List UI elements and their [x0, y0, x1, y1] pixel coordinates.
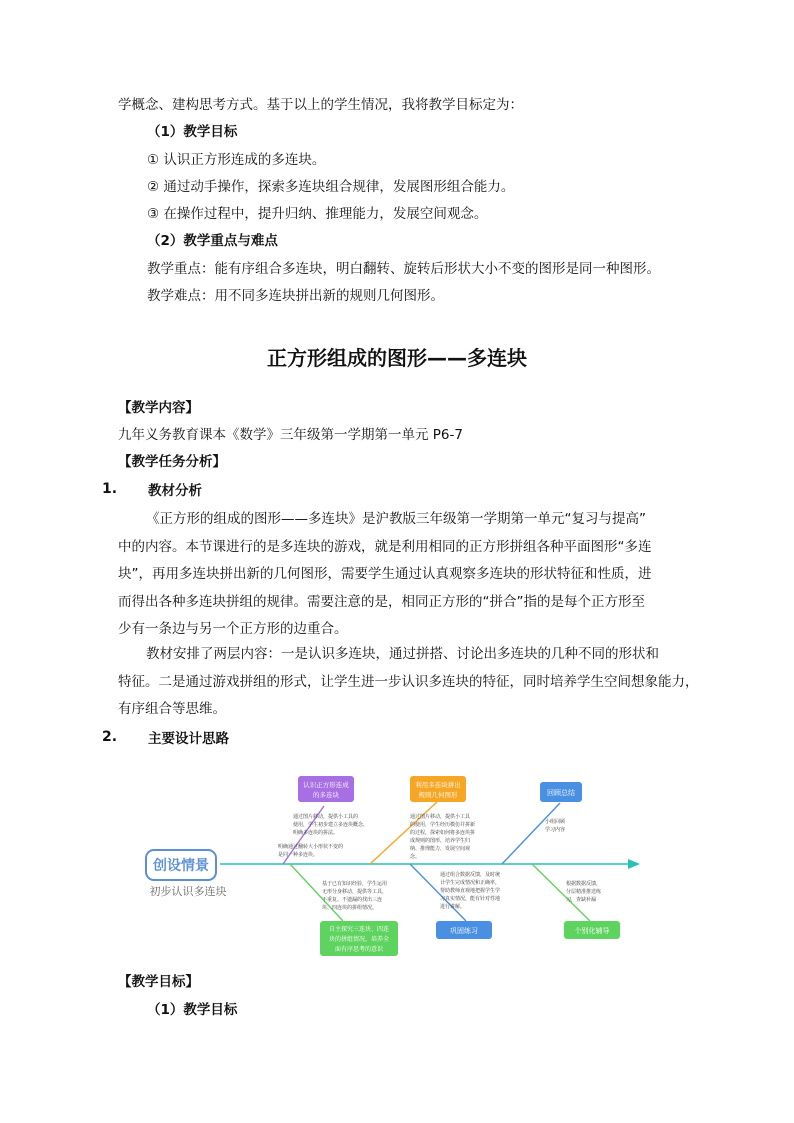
svg-text:计学生完成情况和正确率，: 计学生完成情况和正确率，: [440, 880, 501, 886]
svg-text:使用，学生初步建立多连块概念，: 使用，学生初步建立多连块概念，: [293, 822, 369, 828]
svg-text:分层精准推送练: 分层精准推送练: [566, 889, 602, 895]
svg-text:的使用，学生经历模仿并拼新: 的使用，学生经历模仿并拼新: [410, 822, 476, 828]
spine-arrow-icon: [628, 859, 640, 869]
para1-line: 少有一条边与另一个正方形的边重合。: [118, 621, 348, 637]
goal-2: ② 通过动手操作，探索多连块组合规律，发展图形组合能力。: [147, 179, 515, 195]
svg-text:学习内容: 学习内容: [545, 827, 566, 833]
para1-line: 块”，再用多连块拼出新的几何图形，需要学生通过认真观察多连块的形状特征和性质，进: [118, 566, 652, 582]
para1-line: 而得出各种多连块拼组的规律。需要注意的是，相同正方形的“拼合”指的是每个正方形至: [118, 593, 645, 610]
difficulty: 教学难点：用不同多连块拼出新的规则几何图形。: [147, 288, 444, 304]
svg-text:习，查缺补漏: 习，查缺补漏: [566, 897, 597, 903]
svg-text:明确通过翻转大小形状不变的: 明确通过翻转大小形状不变的: [278, 844, 344, 850]
node-orange-line: 规则几何图形: [418, 791, 458, 799]
task-heading: 【教学任务分析】: [118, 454, 226, 470]
svg-text:根据数据反馈，: 根据数据反馈，: [566, 881, 602, 887]
rib-blue-top: [502, 803, 560, 864]
page-title: 正方形组成的图形——多连块: [267, 346, 527, 370]
node-orange-line: 利用多连块拼出: [415, 781, 461, 789]
svg-text:块、四连块的拼组情况。: 块、四连块的拼组情况。: [322, 905, 378, 911]
node-purple-line: 的多连块: [313, 791, 339, 799]
node-purple-line: 认识正方形连成: [303, 781, 349, 789]
intro-line: 学概念、建构思考方式。基于以上的学生情况，我将教学目标定为：: [118, 97, 523, 113]
node-blue-top-label: 回顾总结: [547, 789, 575, 797]
svg-text:进行讲解。: 进行讲解。: [440, 904, 466, 910]
para2-line: 特征。二是通过游戏拼组的形式，让学生进一步认识多连块的特征，同时培养学生空间想象能力，: [118, 673, 699, 690]
node-blue-bottom-label: 巩固练习: [450, 927, 478, 935]
root-label: 创设情景: [153, 858, 209, 874]
note-purple-1: [293, 813, 368, 836]
svg-text:通过图片移动，提供小工具: 通过图片移动，提供小工具: [410, 814, 471, 820]
content-text: 九年义务教育课本《数学》三年级第一学期第一单元 P6-7: [118, 427, 463, 443]
svg-text:纳、推理能力，发展空间观: 纳、推理能力，发展空间观: [410, 846, 471, 852]
svg-text:的过程，探索如何将多连块拼: 的过程，探索如何将多连块拼: [410, 830, 476, 836]
section2-number: 2.: [102, 729, 118, 745]
node-green-left-line: 自主探究三连块、四连: [328, 926, 390, 933]
key-heading: （2）教学重点与难点: [147, 233, 278, 249]
svg-text:是同一种多连块。: 是同一种多连块。: [278, 852, 319, 858]
svg-text:成规则的图形，培养学生归: 成规则的图形，培养学生归: [410, 838, 471, 844]
goals-heading-2: 【教学目标】: [118, 974, 199, 990]
goal-3: ③ 在操作过程中，提升归纳、推理能力，发展空间观念。: [147, 206, 488, 222]
node-green-left-line: 面有序思考的意识: [334, 946, 384, 953]
para1-line: 《正方形的组成的图形——多连块》是沪教版三年级第一学期第一单元“复习与提高”: [146, 511, 646, 527]
svg-text:基于已有知识经验，学生运用: 基于已有知识经验，学生运用: [322, 881, 388, 887]
note-blue-bottom: [440, 871, 500, 910]
note-orange: [410, 813, 475, 860]
goal-1: ① 认识正方形连成的多连块。: [147, 152, 326, 168]
node-green-right-label: 个别化辅导: [574, 927, 610, 935]
content-heading: 【教学内容】: [118, 400, 199, 416]
section1-heading: 教材分析: [148, 483, 202, 499]
svg-text:小组回顾: 小组回顾: [545, 819, 566, 825]
svg-text:明确多连块的拼法。: 明确多连块的拼法。: [293, 830, 339, 836]
para2-line: 教材安排了两层内容：一是认识多连块，通过拼搭、讨论出多连块的几种不同的形状和: [146, 646, 659, 662]
section1-number: 1.: [102, 481, 118, 497]
para1-line: 中的内容。本节课进行的是多连块的游戏，就是利用相同的正方形拼组各种平面图形“多连: [118, 538, 652, 555]
node-green-left-line: 块的拼组情况，培养全: [328, 936, 390, 943]
svg-text:通过图片移动，提供小工具的: 通过图片移动，提供小工具的: [293, 814, 359, 820]
svg-text:无形分身移动，提供等工具，: 无形分身移动，提供等工具，: [322, 889, 388, 895]
goals-heading: （1）教学目标: [147, 124, 238, 140]
svg-text:不重复、不遗漏的找出三连: 不重复、不遗漏的找出三连: [322, 897, 383, 903]
note-green-left: [322, 880, 387, 911]
note-top-right: [545, 818, 566, 833]
goals-subheading-2: （1）教学目标: [147, 1002, 238, 1018]
note-purple-2: [278, 843, 343, 858]
root-sub: 初步认识多连块: [149, 885, 227, 898]
section2-heading: 主要设计思路: [148, 731, 229, 747]
svg-text:习真实情况，能有针对性地: 习真实情况，能有针对性地: [440, 896, 501, 902]
svg-text:帮助教师直观地把握学生学: 帮助教师直观地把握学生学: [440, 888, 501, 894]
para2-line: 有序组合等思维。: [118, 701, 226, 717]
svg-text:通过组合数据反馈，及时统: 通过组合数据反馈，及时统: [440, 872, 501, 878]
svg-text:念。: 念。: [410, 854, 421, 860]
key-point: 教学重点：能有序组合多连块，明白翻转、旋转后形状大小不变的图形是同一种图形。: [147, 261, 660, 277]
note-green-right: [566, 880, 602, 903]
